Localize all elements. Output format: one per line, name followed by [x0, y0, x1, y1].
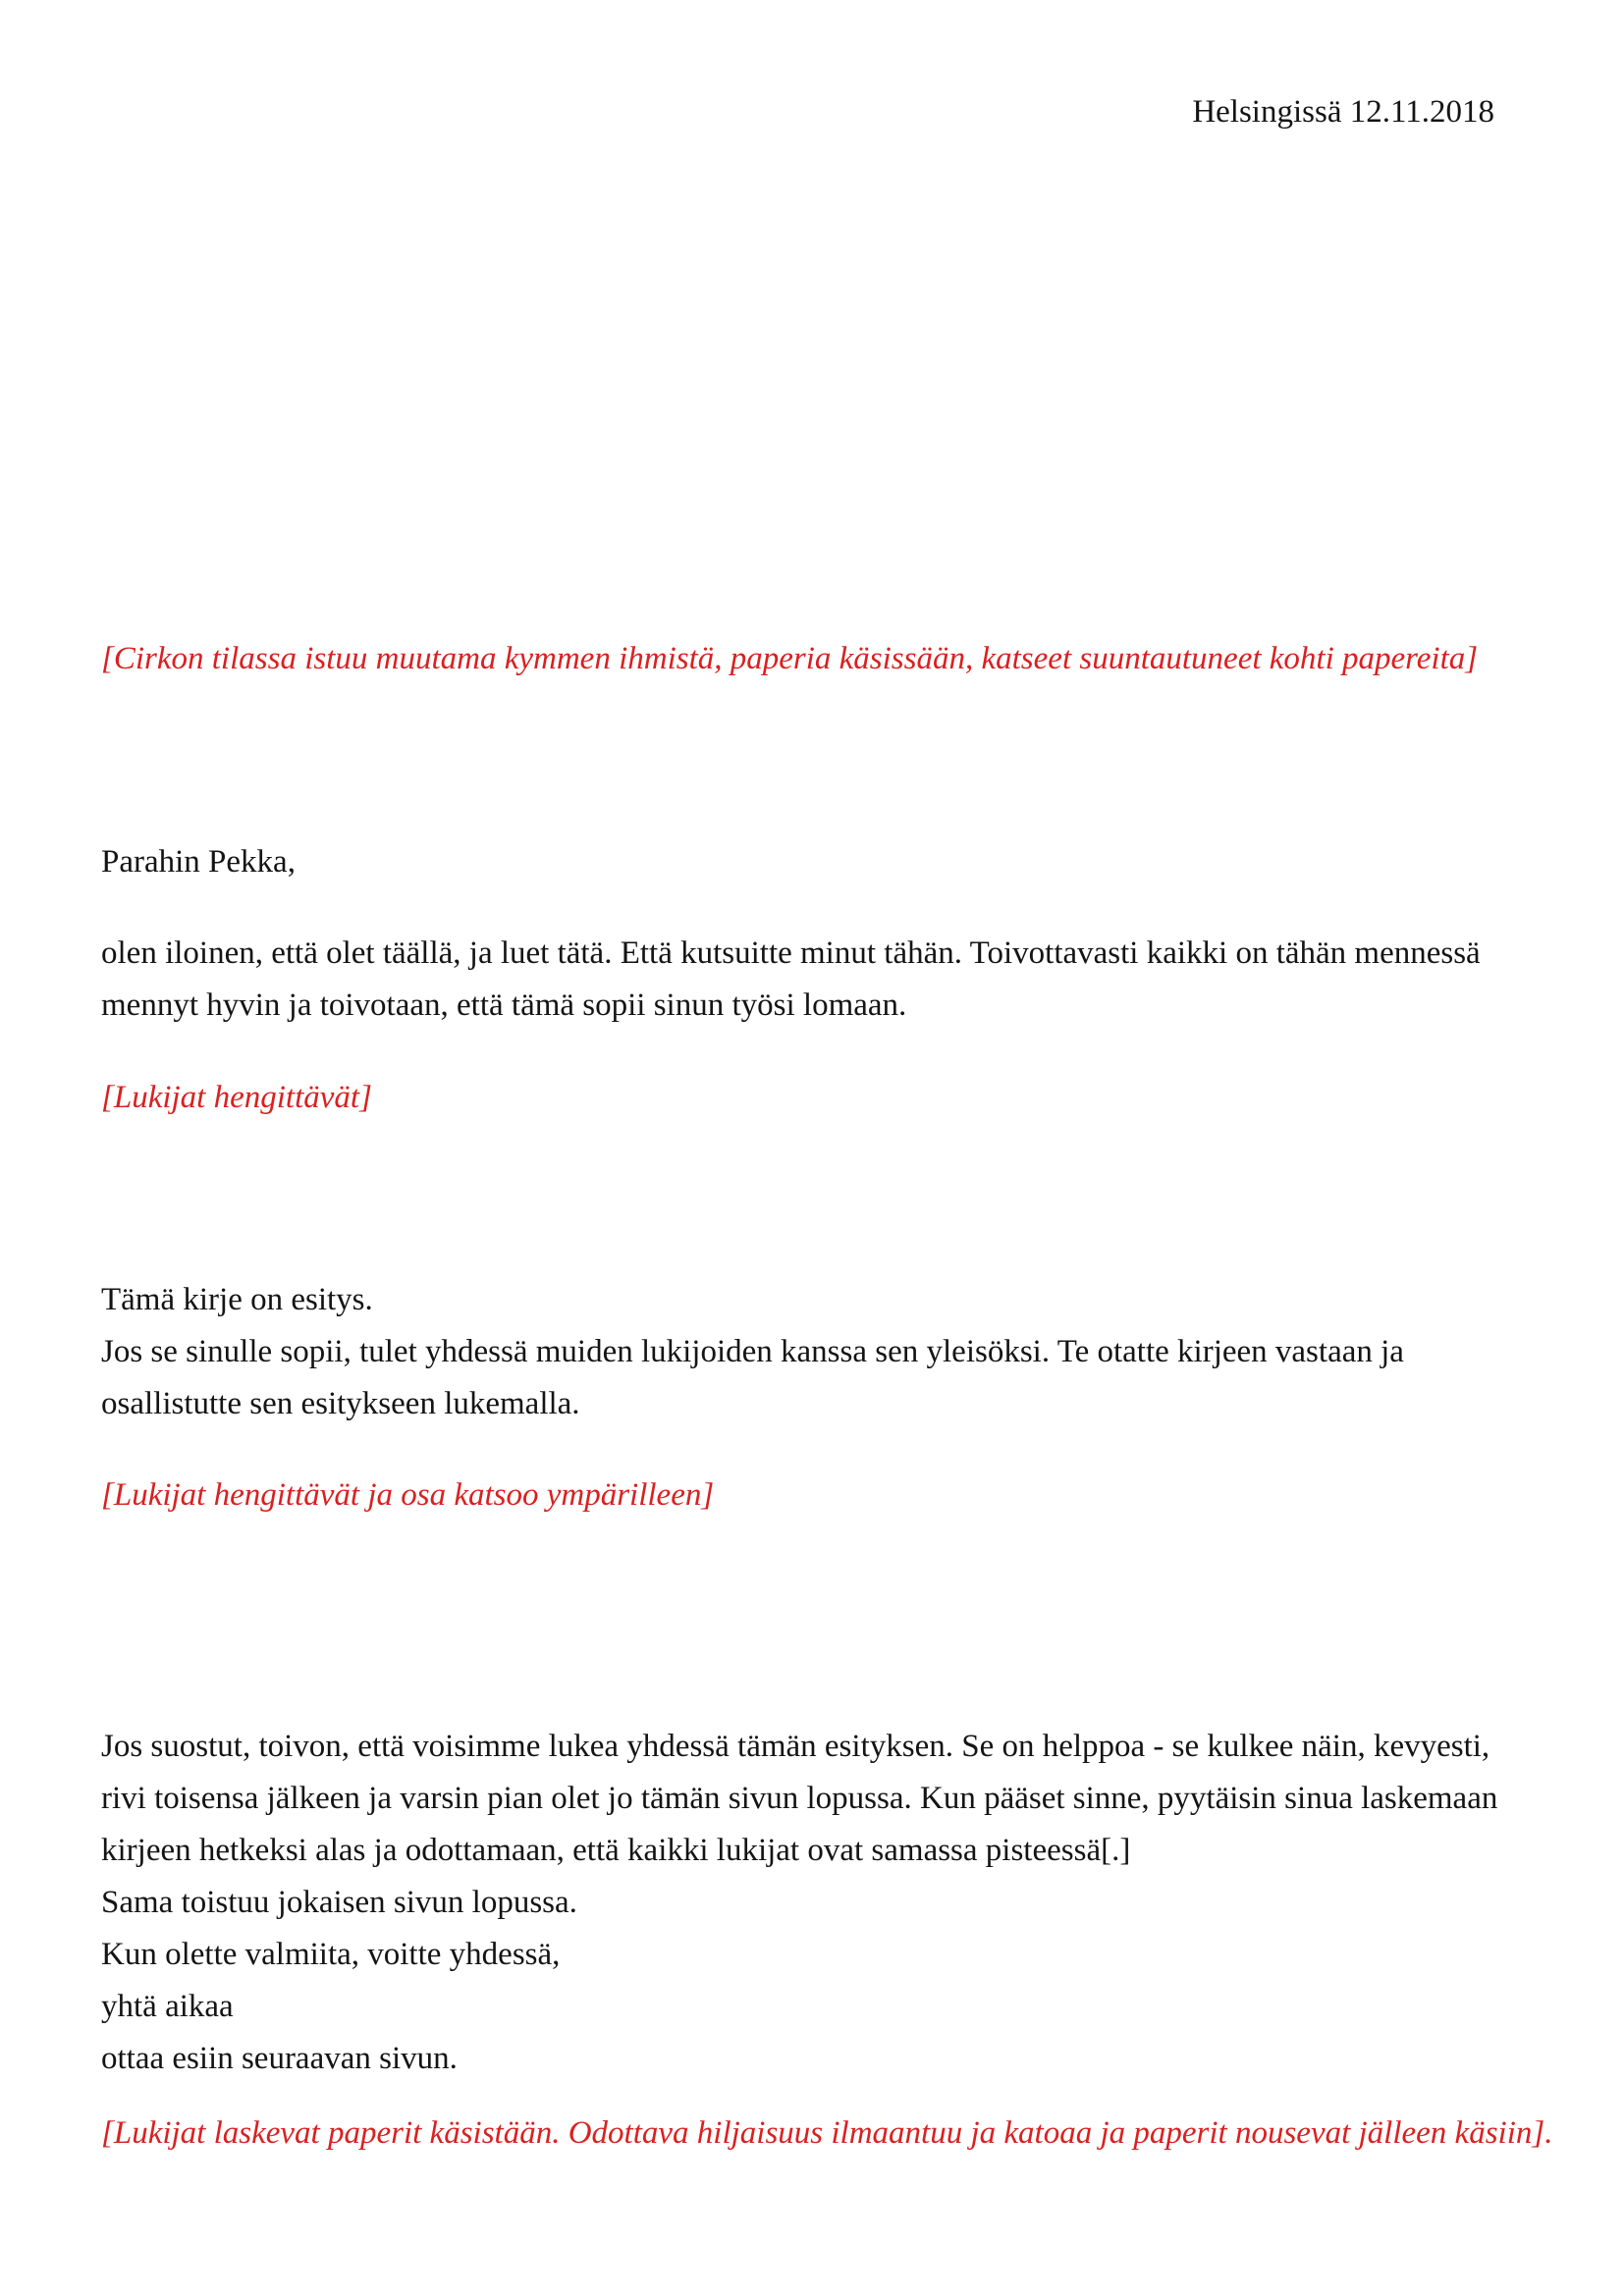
stage-direction-closing: [Lukijat laskevat paperit käsistään. Odottava hiljaisuus ilmaantuu ja katoaa ja paperit nousevat jälleen käsiin]. [101, 2115, 1553, 2151]
paragraph-3-line-7: ottaa esiin seuraavan sivun. [101, 2041, 458, 2076]
paragraph-2-line-3: osallistutte sen esitykseen lukemalla. [101, 1386, 580, 1421]
paragraph-3-line-1: Jos suostut, toivon, että voisimme lukea yhdessä tämän esityksen. Se on helppoa - se kulkee näin, kevyesti, [101, 1729, 1490, 1764]
dateline: Helsingissä 12.11.2018 [1192, 94, 1494, 130]
paragraph-2 [101, 1274, 1404, 1430]
paragraph-1-line-2: mennyt hyvin ja toivotaan, että tämä sopii sinun työsi lomaan. [101, 988, 907, 1023]
stage-direction-breath-1: [Lukijat hengittävät] [101, 1080, 372, 1115]
paragraph-3-line-3: kirjeen hetkeksi alas ja odottamaan, että kaikki lukijat ovat samassa pisteessä[.] [101, 1833, 1131, 1868]
paragraph-3-line-2: rivi toisensa jälkeen ja varsin pian olet jo tämän sivun lopussa. Kun pääset sinne, pyytäisin sinua laskemaan [101, 1781, 1498, 1816]
paragraph-2-line-2: Jos se sinulle sopii, tulet yhdessä muiden lukijoiden kanssa sen yleisöksi. Te otatte kirjeen vastaan ja [101, 1334, 1404, 1369]
paragraph-3-line-6: yhtä aikaa [101, 1989, 234, 2024]
paragraph-1-line-1: olen iloinen, että olet täällä, ja luet tätä. Että kutsuitte minut tähän. Toivottavasti kaikki on tähän mennessä [101, 935, 1481, 971]
paragraph-3 [101, 1721, 1497, 2085]
paragraph-2-line-1: Tämä kirje on esitys. [101, 1282, 373, 1317]
stage-direction-breath-2: [Lukijat hengittävät ja osa katsoo ympärilleen] [101, 1477, 715, 1513]
paragraph-3-line-5: Kun olette valmiita, voitte yhdessä, [101, 1937, 561, 1972]
paragraph-1 [101, 928, 1481, 1032]
salutation: Parahin Pekka, [101, 844, 296, 880]
paragraph-3-line-4: Sama toistuu jokaisen sivun lopussa. [101, 1885, 577, 1920]
stage-direction-opening: [Cirkon tilassa istuu muutama kymmen ihmistä, paperia käsissään, katseet suuntautuneet kohti papereita] [101, 641, 1479, 676]
